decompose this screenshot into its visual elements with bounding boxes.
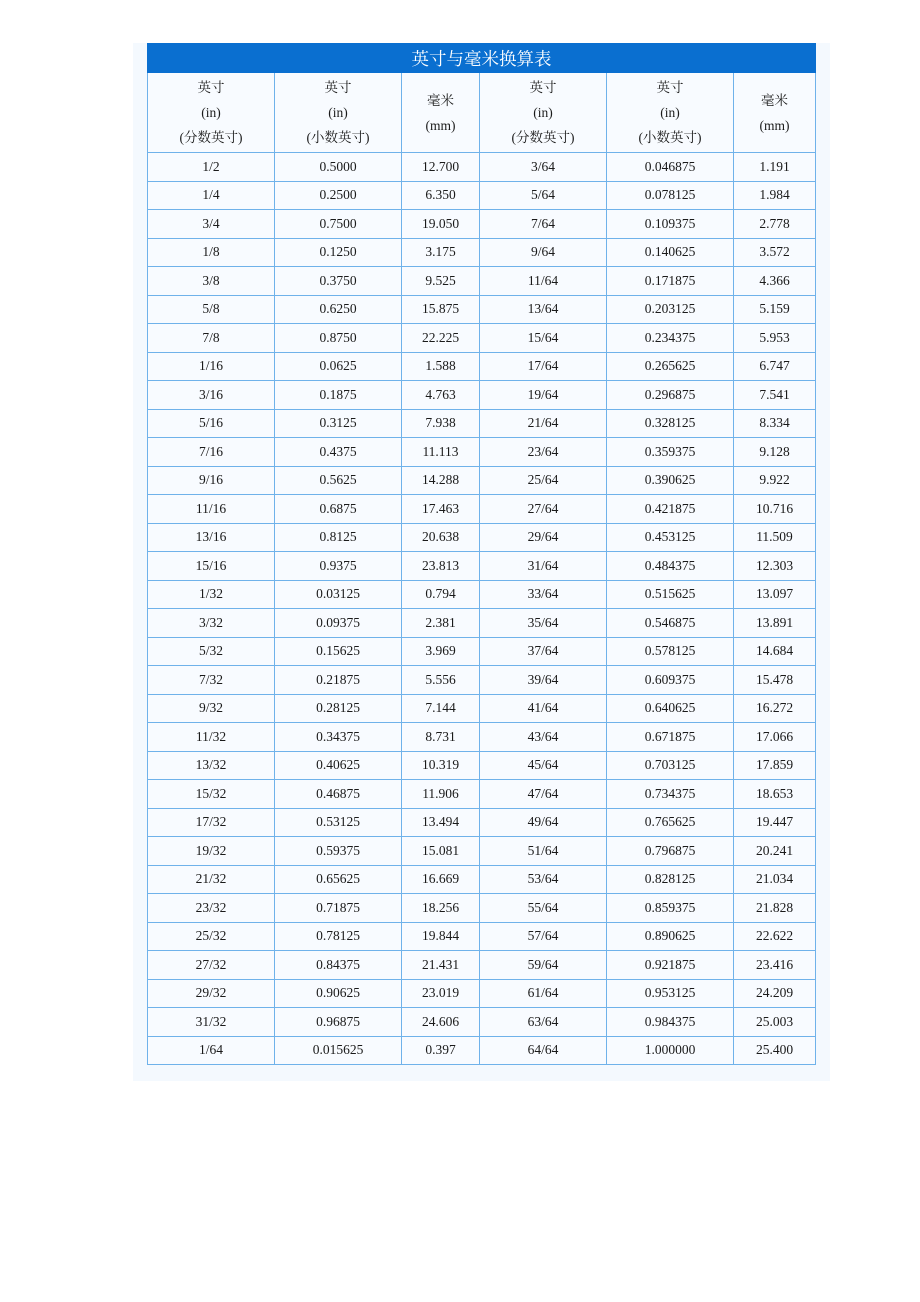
table-row — [148, 580, 816, 609]
cell-fraction-inch: 15/16 — [148, 552, 275, 581]
header-decimal-inch-2-line: 英寸 — [656, 80, 684, 95]
cell-decimal-inch: 0.1875 — [275, 381, 402, 410]
table-row — [148, 894, 816, 923]
cell-millimeter: 20.638 — [402, 523, 480, 552]
table-row — [148, 210, 816, 239]
cell-millimeter-2: 9.922 — [734, 466, 816, 495]
cell-decimal-inch-2: 0.890625 — [607, 922, 734, 951]
cell-millimeter: 3.969 — [402, 637, 480, 666]
cell-decimal-inch-2: 0.828125 — [607, 865, 734, 894]
cell-decimal-inch: 0.3125 — [275, 409, 402, 438]
cell-millimeter: 24.606 — [402, 1008, 480, 1037]
cell-fraction-inch: 15/32 — [148, 780, 275, 809]
cell-fraction-inch: 13/16 — [148, 523, 275, 552]
cell-millimeter-2: 3.572 — [734, 238, 816, 267]
cell-millimeter-2: 12.303 — [734, 552, 816, 581]
cell-decimal-inch-2: 0.546875 — [607, 609, 734, 638]
cell-fraction-inch-2: 3/64 — [480, 153, 607, 182]
cell-fraction-inch-2: 43/64 — [480, 723, 607, 752]
cell-fraction-inch-2: 21/64 — [480, 409, 607, 438]
cell-decimal-inch: 0.2500 — [275, 181, 402, 210]
cell-decimal-inch-2: 0.171875 — [607, 267, 734, 296]
header-millimeter-2 — [734, 73, 816, 153]
cell-fraction-inch: 11/32 — [148, 723, 275, 752]
cell-fraction-inch-2: 49/64 — [480, 808, 607, 837]
cell-decimal-inch: 0.3750 — [275, 267, 402, 296]
cell-fraction-inch: 5/32 — [148, 637, 275, 666]
header-fraction-inch — [148, 73, 275, 153]
cell-fraction-inch: 17/32 — [148, 808, 275, 837]
cell-fraction-inch: 3/4 — [148, 210, 275, 239]
cell-decimal-inch: 0.03125 — [275, 580, 402, 609]
cell-fraction-inch-2: 5/64 — [480, 181, 607, 210]
table-row — [148, 495, 816, 524]
cell-decimal-inch: 0.21875 — [275, 666, 402, 695]
cell-millimeter: 19.844 — [402, 922, 480, 951]
cell-decimal-inch-2: 0.421875 — [607, 495, 734, 524]
header-millimeter — [402, 73, 480, 153]
cell-millimeter: 12.700 — [402, 153, 480, 182]
table-row — [148, 295, 816, 324]
table-row — [148, 238, 816, 267]
cell-fraction-inch: 3/8 — [148, 267, 275, 296]
cell-millimeter-2: 25.400 — [734, 1036, 816, 1065]
cell-fraction-inch-2: 41/64 — [480, 694, 607, 723]
cell-millimeter-2: 17.066 — [734, 723, 816, 752]
cell-decimal-inch: 0.65625 — [275, 865, 402, 894]
header-millimeter-line: (mm) — [425, 117, 456, 133]
cell-fraction-inch-2: 61/64 — [480, 979, 607, 1008]
cell-decimal-inch: 0.7500 — [275, 210, 402, 239]
table-row — [148, 352, 816, 381]
table-title: 英寸与毫米换算表 — [148, 44, 816, 73]
cell-decimal-inch-2: 0.046875 — [607, 153, 734, 182]
cell-decimal-inch-2: 0.640625 — [607, 694, 734, 723]
cell-decimal-inch: 0.0625 — [275, 352, 402, 381]
cell-decimal-inch: 0.40625 — [275, 751, 402, 780]
conversion-table — [147, 43, 816, 1065]
cell-fraction-inch: 19/32 — [148, 837, 275, 866]
header-fraction-inch-line: (in) — [201, 105, 221, 120]
cell-fraction-inch-2: 37/64 — [480, 637, 607, 666]
cell-decimal-inch-2: 0.484375 — [607, 552, 734, 581]
cell-decimal-inch-2: 0.734375 — [607, 780, 734, 809]
cell-millimeter: 23.019 — [402, 979, 480, 1008]
cell-millimeter: 1.588 — [402, 352, 480, 381]
cell-millimeter-2: 5.953 — [734, 324, 816, 353]
header-decimal-inch-2 — [607, 73, 734, 153]
cell-decimal-inch: 0.8125 — [275, 523, 402, 552]
cell-millimeter: 15.081 — [402, 837, 480, 866]
header-row — [148, 73, 816, 153]
cell-fraction-inch-2: 29/64 — [480, 523, 607, 552]
cell-millimeter-2: 21.034 — [734, 865, 816, 894]
cell-millimeter: 7.938 — [402, 409, 480, 438]
cell-millimeter: 3.175 — [402, 238, 480, 267]
cell-millimeter-2: 2.778 — [734, 210, 816, 239]
cell-fraction-inch: 31/32 — [148, 1008, 275, 1037]
cell-millimeter-2: 1.984 — [734, 181, 816, 210]
cell-millimeter: 23.813 — [402, 552, 480, 581]
cell-fraction-inch-2: 33/64 — [480, 580, 607, 609]
cell-decimal-inch-2: 0.671875 — [607, 723, 734, 752]
cell-decimal-inch-2: 0.203125 — [607, 295, 734, 324]
cell-decimal-inch: 0.015625 — [275, 1036, 402, 1065]
cell-decimal-inch: 0.84375 — [275, 951, 402, 980]
cell-millimeter-2: 6.747 — [734, 352, 816, 381]
cell-decimal-inch-2: 0.265625 — [607, 352, 734, 381]
cell-decimal-inch: 0.4375 — [275, 438, 402, 467]
cell-millimeter-2: 22.622 — [734, 922, 816, 951]
cell-decimal-inch-2: 0.109375 — [607, 210, 734, 239]
cell-fraction-inch: 7/32 — [148, 666, 275, 695]
cell-decimal-inch-2: 0.921875 — [607, 951, 734, 980]
cell-fraction-inch-2: 17/64 — [480, 352, 607, 381]
cell-fraction-inch-2: 59/64 — [480, 951, 607, 980]
table-row — [148, 381, 816, 410]
cell-millimeter-2: 1.191 — [734, 153, 816, 182]
table-row — [148, 808, 816, 837]
table-row — [148, 324, 816, 353]
cell-fraction-inch: 23/32 — [148, 894, 275, 923]
cell-decimal-inch: 0.28125 — [275, 694, 402, 723]
table-row — [148, 438, 816, 467]
cell-fraction-inch-2: 35/64 — [480, 609, 607, 638]
cell-decimal-inch: 0.78125 — [275, 922, 402, 951]
cell-decimal-inch: 0.15625 — [275, 637, 402, 666]
header-fraction-inch-line: 英寸 — [197, 80, 225, 95]
table-row — [148, 751, 816, 780]
cell-fraction-inch-2: 19/64 — [480, 381, 607, 410]
cell-decimal-inch-2: 0.953125 — [607, 979, 734, 1008]
cell-decimal-inch: 0.46875 — [275, 780, 402, 809]
table-body — [148, 153, 816, 1065]
cell-fraction-inch-2: 31/64 — [480, 552, 607, 581]
cell-fraction-inch-2: 55/64 — [480, 894, 607, 923]
header-fraction-inch-line: (分数英寸) — [179, 130, 243, 145]
cell-decimal-inch-2: 0.078125 — [607, 181, 734, 210]
cell-fraction-inch-2: 51/64 — [480, 837, 607, 866]
cell-millimeter: 18.256 — [402, 894, 480, 923]
cell-millimeter: 19.050 — [402, 210, 480, 239]
header-decimal-inch — [275, 73, 402, 153]
table-row — [148, 694, 816, 723]
header-decimal-inch-2-line: (小数英寸) — [638, 130, 702, 145]
header-decimal-inch-line: (in) — [328, 105, 348, 120]
cell-fraction-inch-2: 64/64 — [480, 1036, 607, 1065]
table-row — [148, 666, 816, 695]
cell-millimeter-2: 25.003 — [734, 1008, 816, 1037]
header-fraction-inch-2-line: (分数英寸) — [511, 130, 575, 145]
cell-fraction-inch-2: 47/64 — [480, 780, 607, 809]
cell-millimeter-2: 20.241 — [734, 837, 816, 866]
cell-fraction-inch: 7/8 — [148, 324, 275, 353]
table-row — [148, 780, 816, 809]
cell-fraction-inch: 1/8 — [148, 238, 275, 267]
cell-millimeter-2: 18.653 — [734, 780, 816, 809]
cell-decimal-inch-2: 0.609375 — [607, 666, 734, 695]
cell-fraction-inch: 21/32 — [148, 865, 275, 894]
table-row — [148, 723, 816, 752]
cell-millimeter-2: 13.891 — [734, 609, 816, 638]
table-row — [148, 865, 816, 894]
cell-millimeter: 11.113 — [402, 438, 480, 467]
cell-fraction-inch-2: 57/64 — [480, 922, 607, 951]
table-row — [148, 979, 816, 1008]
cell-decimal-inch-2: 0.328125 — [607, 409, 734, 438]
cell-millimeter-2: 8.334 — [734, 409, 816, 438]
cell-fraction-inch-2: 53/64 — [480, 865, 607, 894]
cell-decimal-inch-2: 1.000000 — [607, 1036, 734, 1065]
cell-millimeter: 17.463 — [402, 495, 480, 524]
cell-millimeter-2: 19.447 — [734, 808, 816, 837]
cell-fraction-inch: 29/32 — [148, 979, 275, 1008]
table-row — [148, 1008, 816, 1037]
cell-millimeter: 9.525 — [402, 267, 480, 296]
cell-decimal-inch: 0.96875 — [275, 1008, 402, 1037]
cell-millimeter: 13.494 — [402, 808, 480, 837]
cell-millimeter-2: 4.366 — [734, 267, 816, 296]
cell-fraction-inch-2: 7/64 — [480, 210, 607, 239]
cell-millimeter-2: 15.478 — [734, 666, 816, 695]
cell-decimal-inch-2: 0.859375 — [607, 894, 734, 923]
table-row — [148, 1036, 816, 1065]
cell-decimal-inch: 0.5000 — [275, 153, 402, 182]
cell-fraction-inch: 7/16 — [148, 438, 275, 467]
table-row — [148, 951, 816, 980]
cell-millimeter-2: 21.828 — [734, 894, 816, 923]
cell-decimal-inch-2: 0.234375 — [607, 324, 734, 353]
cell-fraction-inch: 3/32 — [148, 609, 275, 638]
cell-fraction-inch: 1/4 — [148, 181, 275, 210]
cell-decimal-inch: 0.6250 — [275, 295, 402, 324]
cell-millimeter-2: 13.097 — [734, 580, 816, 609]
cell-millimeter-2: 9.128 — [734, 438, 816, 467]
header-millimeter-2-line: (mm) — [759, 117, 790, 133]
cell-decimal-inch-2: 0.515625 — [607, 580, 734, 609]
cell-fraction-inch-2: 15/64 — [480, 324, 607, 353]
cell-millimeter-2: 5.159 — [734, 295, 816, 324]
header-fraction-inch-2-line: (in) — [533, 105, 553, 120]
cell-decimal-inch: 0.9375 — [275, 552, 402, 581]
cell-fraction-inch-2: 45/64 — [480, 751, 607, 780]
cell-fraction-inch: 27/32 — [148, 951, 275, 980]
cell-decimal-inch-2: 0.140625 — [607, 238, 734, 267]
cell-decimal-inch: 0.09375 — [275, 609, 402, 638]
cell-millimeter: 11.906 — [402, 780, 480, 809]
cell-millimeter: 15.875 — [402, 295, 480, 324]
cell-fraction-inch-2: 23/64 — [480, 438, 607, 467]
cell-millimeter: 14.288 — [402, 466, 480, 495]
cell-decimal-inch-2: 0.390625 — [607, 466, 734, 495]
cell-millimeter: 7.144 — [402, 694, 480, 723]
header-millimeter-line: 毫米 — [427, 92, 454, 108]
cell-fraction-inch: 1/16 — [148, 352, 275, 381]
table-row — [148, 267, 816, 296]
cell-decimal-inch-2: 0.578125 — [607, 637, 734, 666]
cell-decimal-inch: 0.34375 — [275, 723, 402, 752]
cell-decimal-inch-2: 0.765625 — [607, 808, 734, 837]
table-row — [148, 609, 816, 638]
cell-decimal-inch: 0.59375 — [275, 837, 402, 866]
cell-millimeter: 16.669 — [402, 865, 480, 894]
cell-millimeter: 5.556 — [402, 666, 480, 695]
cell-millimeter: 21.431 — [402, 951, 480, 980]
cell-millimeter: 22.225 — [402, 324, 480, 353]
cell-millimeter-2: 14.684 — [734, 637, 816, 666]
cell-millimeter-2: 11.509 — [734, 523, 816, 552]
cell-fraction-inch-2: 27/64 — [480, 495, 607, 524]
cell-millimeter-2: 23.416 — [734, 951, 816, 980]
cell-fraction-inch-2: 11/64 — [480, 267, 607, 296]
cell-fraction-inch-2: 39/64 — [480, 666, 607, 695]
cell-fraction-inch: 13/32 — [148, 751, 275, 780]
cell-millimeter-2: 10.716 — [734, 495, 816, 524]
cell-fraction-inch: 11/16 — [148, 495, 275, 524]
cell-decimal-inch: 0.53125 — [275, 808, 402, 837]
header-decimal-inch-2-line: (in) — [660, 105, 680, 120]
cell-fraction-inch-2: 9/64 — [480, 238, 607, 267]
cell-decimal-inch-2: 0.703125 — [607, 751, 734, 780]
cell-millimeter-2: 7.541 — [734, 381, 816, 410]
cell-fraction-inch: 1/64 — [148, 1036, 275, 1065]
cell-millimeter: 2.381 — [402, 609, 480, 638]
cell-millimeter-2: 17.859 — [734, 751, 816, 780]
table-row — [148, 552, 816, 581]
cell-decimal-inch-2: 0.296875 — [607, 381, 734, 410]
cell-fraction-inch-2: 25/64 — [480, 466, 607, 495]
cell-fraction-inch: 3/16 — [148, 381, 275, 410]
table-row — [148, 466, 816, 495]
table-row — [148, 922, 816, 951]
cell-millimeter-2: 24.209 — [734, 979, 816, 1008]
header-decimal-inch-line: (小数英寸) — [306, 130, 370, 145]
cell-decimal-inch: 0.71875 — [275, 894, 402, 923]
cell-decimal-inch-2: 0.359375 — [607, 438, 734, 467]
cell-decimal-inch: 0.5625 — [275, 466, 402, 495]
cell-millimeter: 0.794 — [402, 580, 480, 609]
cell-fraction-inch: 1/2 — [148, 153, 275, 182]
cell-fraction-inch-2: 63/64 — [480, 1008, 607, 1037]
cell-millimeter: 8.731 — [402, 723, 480, 752]
cell-fraction-inch: 9/16 — [148, 466, 275, 495]
cell-decimal-inch: 0.8750 — [275, 324, 402, 353]
cell-decimal-inch: 0.90625 — [275, 979, 402, 1008]
table-row — [148, 523, 816, 552]
cell-decimal-inch: 0.6875 — [275, 495, 402, 524]
cell-fraction-inch: 9/32 — [148, 694, 275, 723]
cell-decimal-inch: 0.1250 — [275, 238, 402, 267]
cell-fraction-inch: 5/16 — [148, 409, 275, 438]
cell-millimeter-2: 16.272 — [734, 694, 816, 723]
header-fraction-inch-2 — [480, 73, 607, 153]
cell-millimeter: 4.763 — [402, 381, 480, 410]
table-row — [148, 837, 816, 866]
table-row — [148, 409, 816, 438]
table-row — [148, 637, 816, 666]
cell-millimeter: 10.319 — [402, 751, 480, 780]
cell-decimal-inch-2: 0.453125 — [607, 523, 734, 552]
cell-fraction-inch: 5/8 — [148, 295, 275, 324]
header-decimal-inch-line: 英寸 — [324, 80, 352, 95]
cell-decimal-inch-2: 0.984375 — [607, 1008, 734, 1037]
cell-decimal-inch-2: 0.796875 — [607, 837, 734, 866]
cell-fraction-inch-2: 13/64 — [480, 295, 607, 324]
table-row — [148, 181, 816, 210]
header-millimeter-2-line: 毫米 — [761, 92, 788, 108]
table-row — [148, 153, 816, 182]
cell-millimeter: 6.350 — [402, 181, 480, 210]
cell-millimeter: 0.397 — [402, 1036, 480, 1065]
header-fraction-inch-2-line: 英寸 — [529, 80, 557, 95]
cell-fraction-inch: 1/32 — [148, 580, 275, 609]
cell-fraction-inch: 25/32 — [148, 922, 275, 951]
